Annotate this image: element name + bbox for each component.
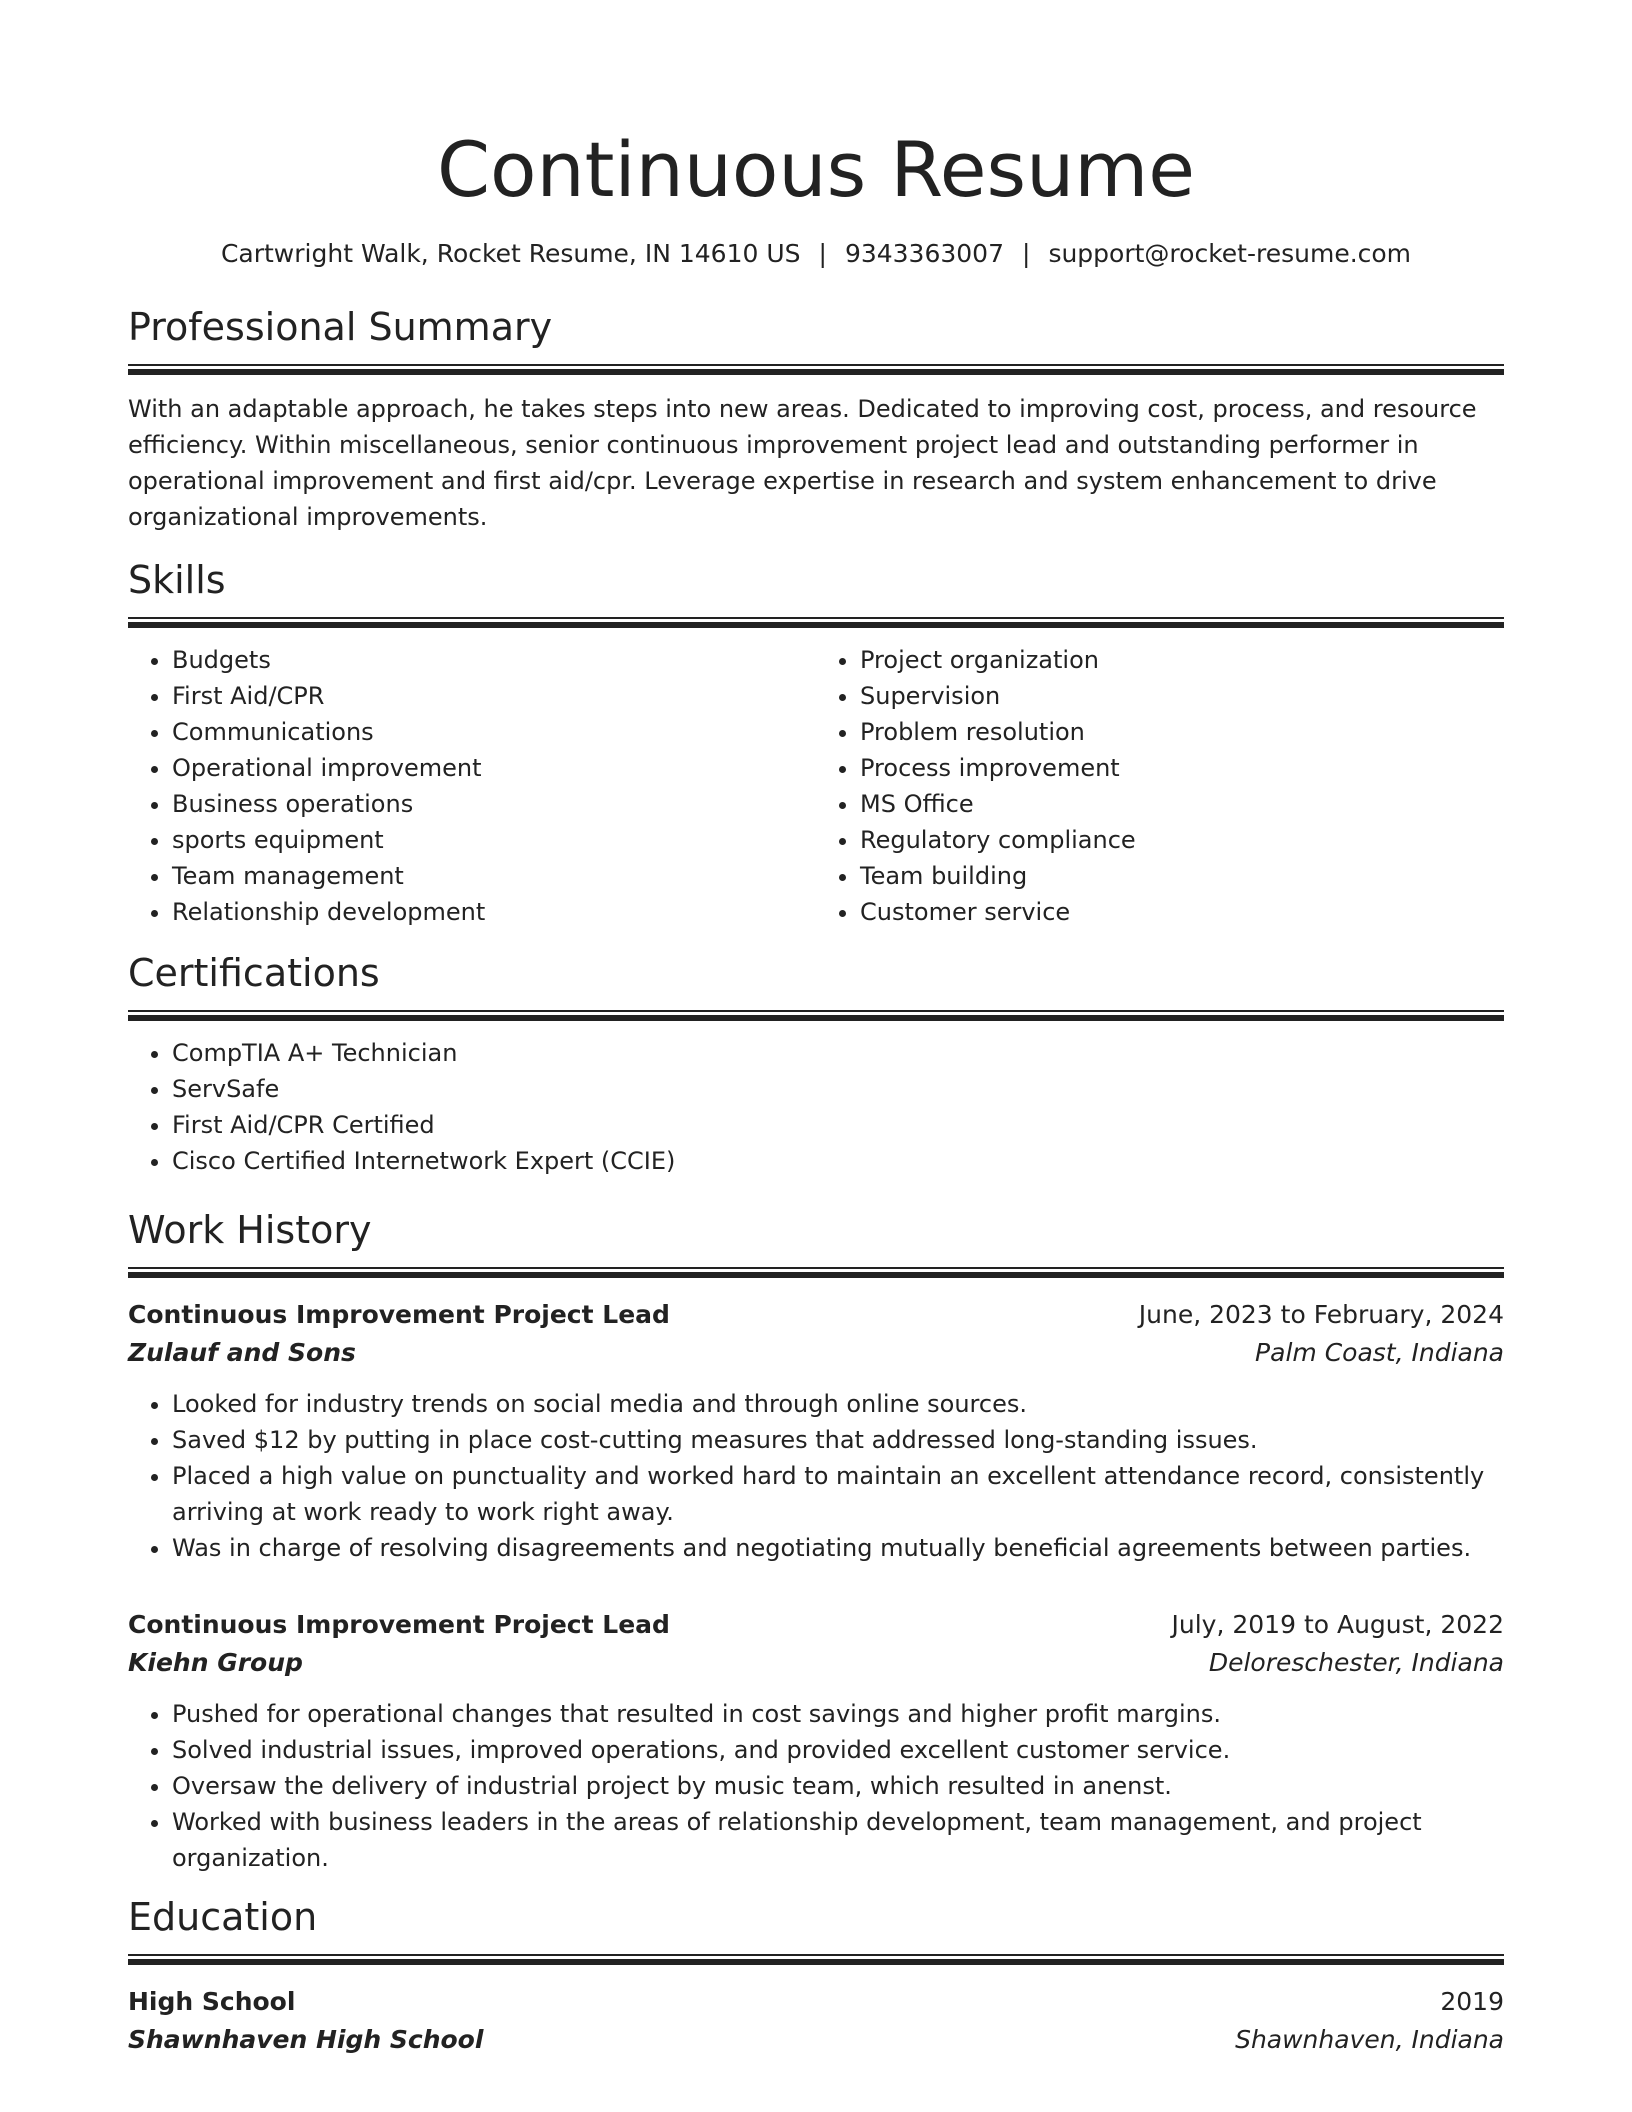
job-entry	[128, 1296, 1504, 1566]
job-bullets	[128, 1696, 1504, 1876]
education-subheader	[128, 2021, 1504, 2059]
education-location: Shawnhaven, Indiana	[1235, 2025, 1504, 2054]
job-company: Kiehn Group	[128, 1648, 303, 1677]
section-divider	[128, 1954, 1504, 1965]
section-divider	[128, 617, 1504, 628]
job-entry	[128, 1606, 1504, 1876]
education-degree: High School	[128, 1987, 296, 2016]
section-divider	[128, 1010, 1504, 1021]
section-title-education: Education	[128, 1895, 318, 1939]
skill-item: • Regulatory compliance	[860, 822, 1504, 858]
job-title: Continuous Improvement Project Lead	[128, 1610, 670, 1639]
skill-item: • Team building	[860, 858, 1504, 894]
section-title-summary: Professional Summary	[128, 305, 553, 349]
section-divider	[128, 364, 1504, 375]
certification-item: • ServSafe	[172, 1071, 1504, 1107]
contact-separator: |	[1022, 239, 1031, 268]
skill-item: • Communications	[172, 714, 816, 750]
skill-item: • Supervision	[860, 678, 1504, 714]
skill-item: • Customer service	[860, 894, 1504, 930]
job-bullet: • Looked for industry trends on social media and through online sources.	[172, 1386, 1504, 1422]
skill-item: • Relationship development	[172, 894, 816, 930]
skill-item: • Business operations	[172, 786, 816, 822]
summary-section	[128, 304, 1504, 535]
certification-item: • First Aid/CPR Certified	[172, 1107, 1504, 1143]
job-bullet: • Pushed for operational changes that resulted in cost savings and higher profit margins.	[172, 1696, 1504, 1732]
skill-item: • MS Office	[860, 786, 1504, 822]
skill-item: • Process improvement	[860, 750, 1504, 786]
certifications-section	[128, 950, 1504, 1179]
contact-line	[128, 238, 1504, 270]
job-bullets	[128, 1386, 1504, 1566]
education-year: 2019	[1440, 1987, 1504, 2016]
certifications-list	[128, 1035, 1504, 1179]
job-title: Continuous Improvement Project Lead	[128, 1300, 670, 1329]
skill-item: • Problem resolution	[860, 714, 1504, 750]
job-header	[128, 1606, 1504, 1644]
job-bullet: • Placed a high value on punctuality and worked hard to maintain an excellent attendance record, consistently arriving at work ready to work right away.	[172, 1458, 1504, 1530]
education-header	[128, 1983, 1504, 2021]
work-history-section	[128, 1207, 1504, 1876]
job-bullet: • Worked with business leaders in the areas of relationship development, team management, and project organization.	[172, 1804, 1504, 1876]
job-bullet: • Oversaw the delivery of industrial project by music team, which resulted in anenst.	[172, 1768, 1504, 1804]
skills-list-right	[816, 642, 1504, 930]
skill-item: • Operational improvement	[172, 750, 816, 786]
contact-email: support@rocket-resume.com	[1048, 239, 1412, 268]
skill-item: • sports equipment	[172, 822, 816, 858]
resume-name: Continuous Resume	[436, 125, 1196, 214]
education-school: Shawnhaven High School	[128, 2025, 484, 2054]
job-bullet: • Was in charge of resolving disagreements and negotiating mutually beneficial agreements between parties.	[172, 1530, 1504, 1566]
job-company: Zulauf and Sons	[128, 1338, 356, 1367]
contact-address: Cartwright Walk, Rocket Resume, IN 14610 US	[220, 239, 801, 268]
job-bullet: • Saved $12 by putting in place cost-cutting measures that addressed long-standing issues.	[172, 1422, 1504, 1458]
job-subheader	[128, 1644, 1504, 1682]
skills-grid	[128, 628, 1504, 930]
job-dates: June, 2023 to February, 2024	[1138, 1300, 1504, 1329]
job-dates: July, 2019 to August, 2022	[1171, 1610, 1504, 1639]
contact-separator: |	[818, 239, 827, 268]
certification-item: • CompTIA A+ Technician	[172, 1035, 1504, 1071]
job-location: Palm Coast, Indiana	[1255, 1338, 1504, 1367]
job-bullet: • Solved industrial issues, improved operations, and provided excellent customer service.	[172, 1732, 1504, 1768]
skill-item: • First Aid/CPR	[172, 678, 816, 714]
summary-text: With an adaptable approach, he takes steps into new areas. Dedicated to improving cost, process, and resource efficiency. Within miscellaneous, senior continuous improvement project lead and outstanding performer in operational improvement and first aid/cpr. Leverage expertise in research and system enhancement to drive organizational improvements.	[128, 395, 1477, 531]
job-header	[128, 1296, 1504, 1334]
skills-section	[128, 557, 1504, 930]
job-location: Deloreschester, Indiana	[1208, 1648, 1504, 1677]
education-entry	[128, 1983, 1504, 2059]
education-section	[128, 1894, 1504, 2059]
skill-item: • Team management	[172, 858, 816, 894]
section-title-work-history: Work History	[128, 1208, 372, 1252]
job-subheader	[128, 1334, 1504, 1372]
skills-list-left	[128, 642, 816, 930]
section-title-certifications: Certifications	[128, 951, 380, 995]
skill-item: • Project organization	[860, 642, 1504, 678]
section-divider	[128, 1267, 1504, 1278]
skill-item: • Budgets	[172, 642, 816, 678]
contact-phone: 9343363007	[844, 239, 1004, 268]
certification-item: • Cisco Certified Internetwork Expert (CCIE)	[172, 1143, 1504, 1179]
section-title-skills: Skills	[128, 558, 226, 602]
